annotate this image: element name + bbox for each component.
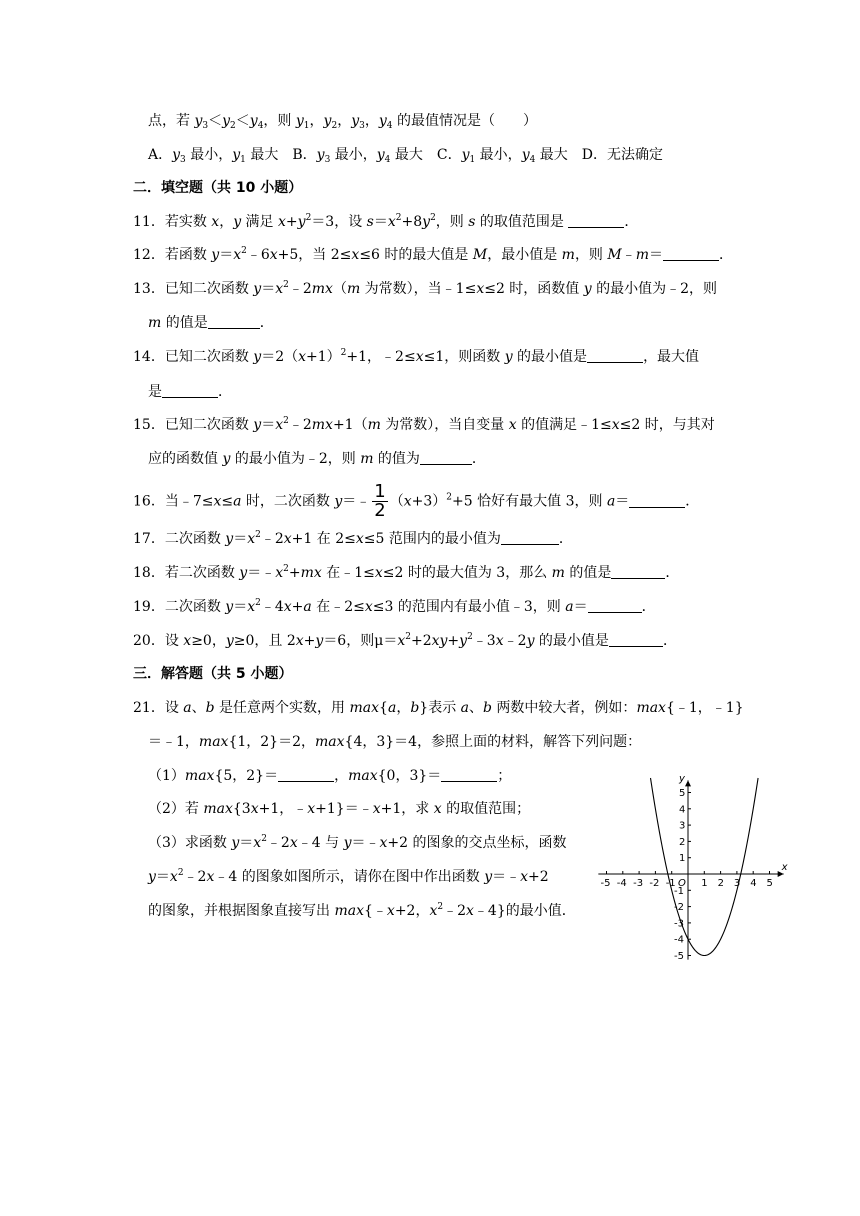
y-tick-label: -2 (674, 902, 684, 914)
y-tick-label: -1 (674, 885, 684, 897)
question-12: 12．若函数 $y=x^2﹣6x+5$，当 2≤x≤6 时的最大值是 M，最小值是 m，则 M﹣m＝ ． (133, 246, 734, 263)
answer-blank (609, 632, 663, 647)
y-tick-label: 1 (679, 853, 686, 865)
question-21-part3-line3: 的图象，并根据图象直接写出 max{﹣x+2，$x^2﹣2x﹣4$}的最小值． (148, 902, 576, 919)
question-21-part3-line2: $y=x^2﹣2x﹣4$ 的图象如图所示，请你在图中作出函数 y＝﹣x+2 (148, 868, 549, 885)
y-tick-label: -3 (674, 918, 684, 930)
x-tick-label: 5 (766, 878, 773, 889)
question-17: 17．二次函数 $y=x^2﹣2x+1$ 在 2≤x≤5 范围内的最小值为 ． (133, 530, 573, 547)
question-20: 20．设 x≥0，y≥0，且 2x+y＝6，则$\mu=x^2+2xy+y^2﹣3x﹣2y$ 的最小值是 ． (133, 632, 677, 649)
question-21-part2: （2）若 max{3x+1，﹣x+1}＝﹣x+1，求 x 的取值范围； (148, 801, 531, 817)
question-18: 18．若二次函数 $y=﹣x^2+mx$ 在﹣1≤x≤2 时的最大值为 3，那么 m 的值是 ． (133, 564, 680, 581)
answer-blank (568, 213, 624, 228)
answer-blank (611, 564, 665, 579)
y-tick-label: 3 (679, 820, 686, 832)
x-tick-label: -3 (633, 878, 644, 889)
answer-blank (663, 246, 719, 261)
question-21: 21．设 a、b 是任意两个实数，用 max{a，b}表示 a、b 两数中较大者，例如：max{﹣1，﹣1} (133, 700, 744, 716)
q10-continuation: 点，若 $y_3<y_2<y_4$，则 $y_1$，$y_2$，$y_3$，$y_4$ 的最值情况是（ ） (148, 113, 537, 131)
x-tick-label: -2 (649, 878, 660, 889)
x-tick-label: -1 (665, 878, 676, 889)
answer-blank (629, 493, 685, 508)
answer-blank (208, 314, 260, 329)
answer-blank (278, 767, 334, 782)
origin-label: O (678, 878, 686, 889)
y-tick-label: -5 (674, 951, 684, 962)
question-14-line2: 是 ． (148, 384, 232, 400)
answer-blank (441, 767, 497, 782)
section-heading-solve: 三．解答题（共 5 小题） (133, 666, 293, 682)
x-tick-label: 1 (701, 878, 708, 889)
parabola-curve (651, 778, 759, 956)
answer-blank (162, 383, 218, 398)
y-tick-label: 2 (679, 836, 686, 848)
x-tick-label: -5 (600, 878, 611, 889)
answer-blank (588, 598, 642, 613)
x-tick-label: 4 (750, 878, 757, 889)
question-14: 14．已知二次函数 $y=2(x+1)^2+1$，﹣2≤x≤1，则函数 y 的最小值是 ，最大值 (133, 348, 700, 365)
y-tick-label: 5 (679, 788, 686, 799)
question-13-line2: m 的值是 ． (148, 315, 274, 331)
question-21-line2: ＝﹣1，max{1，2}＝2，max{4，3}＝4，参照上面的材料，解答下列问题： (148, 734, 642, 750)
question-21-part3: （3）求函数 $y=x^2﹣2x﹣4$ 与 y＝﹣x+2 的图象的交点坐标，函数 (148, 834, 567, 851)
question-15-line2: 应的函数值 y 的最小值为﹣2，则 m 的值为 ． (148, 451, 486, 467)
section-heading-fill-in: 二．填空题（共 10 小题） (133, 180, 303, 196)
question-19: 19．二次函数 $y=x^2﹣4x+a$ 在﹣2≤x≤3 的范围内有最小值﹣3，则 a＝ ． (133, 598, 656, 615)
y-tick-label: 4 (679, 804, 686, 816)
x-tick-label: -4 (616, 878, 627, 889)
y-axis-arrow (685, 780, 691, 786)
x-tick-label: 2 (717, 878, 724, 889)
y-tick-label: -4 (674, 934, 684, 946)
question-13: 13．已知二次函数 $y=x^2﹣2mx(m$ 为常数），当﹣1≤x≤2 时，函数值 y 的最小值为﹣2，则 (133, 280, 718, 297)
y-axis-label: y (679, 773, 685, 785)
answer-blank (587, 348, 643, 363)
q10-options: A．$y_3$ 最小，$y_1$ 最大 B．$y_3$ 最小，$y_4$ 最大 C．$y_1$ 最小，$y_4$ 最大 D．无法确定 (148, 147, 664, 165)
question-21-part1: （1）max{5，2}＝ ，max{0，3}＝ ； (148, 768, 512, 784)
answer-blank (420, 450, 472, 465)
x-axis-label: x (781, 862, 788, 873)
fraction: $\frac{1}{2}$ (374, 481, 386, 521)
question-16: 16．当﹣7≤x≤a 时，二次函数 y＝﹣ $\frac{1}{2}$ $(x+3)^2+5$ 恰好有最大值 3，则 a＝ ． (133, 481, 700, 521)
question-15: 15．已知二次函数 $y=x^2﹣2mx+1(m$ 为常数），当自变量 x 的值满足﹣1≤x≤2 时，与其对 (133, 416, 715, 433)
question-11: 11．若实数 x，y 满足 $x+y^2=3$，设 $s=x^2+8y^2$，则 s 的取值范围是 ． (133, 213, 639, 230)
x-tick-label: 3 (733, 878, 741, 889)
parabola-graph (590, 770, 790, 970)
answer-blank (501, 530, 559, 545)
